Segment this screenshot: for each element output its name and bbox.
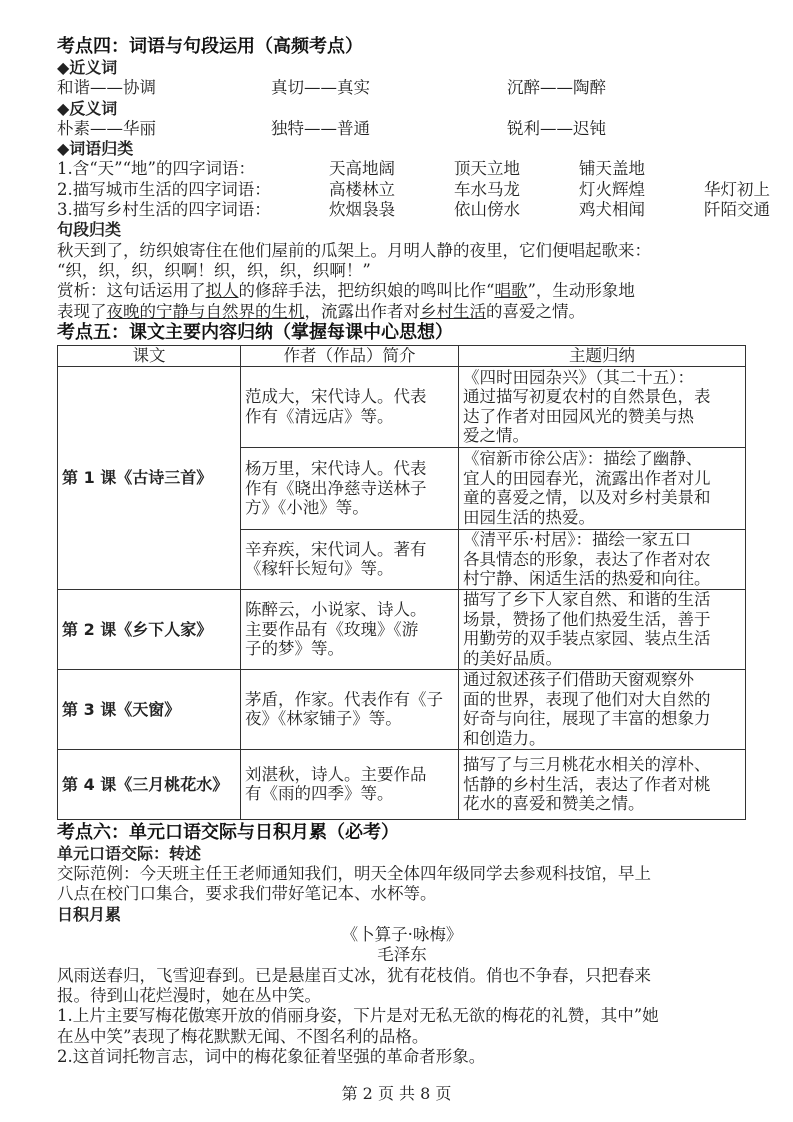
table-row (58, 749, 746, 819)
cell-line: 恬静的乡村生活，表达了作者对桃 (463, 774, 711, 794)
cell-line: 有《雨的四季》等。 (245, 784, 394, 804)
cell-line: 《宿新市徐公店》：描绘了幽静、 (463, 449, 703, 469)
cell-line: 《清平乐·村居》：描绘一家五口 (463, 530, 691, 550)
lesson-summary-table (57, 345, 746, 820)
antonyms-row (57, 119, 747, 139)
underlined-text: 拟人 (205, 281, 239, 301)
cell-line: 场景，赞扬了他们热爱生活，善于 (463, 609, 711, 629)
cell-line: 子的梦》等。 (245, 639, 344, 659)
antonym-pair: 独特——普通 (271, 118, 370, 138)
page-number: 第 2 页 共 8 页 (341, 1084, 452, 1103)
word-classification-heading: ◆词语归类 (57, 139, 134, 159)
idiom: 顶天立地 (454, 159, 520, 179)
section-4-title: 考点四：词语与句段运用（高频考点） (57, 36, 363, 57)
cell-line: 茅盾，作家。代表作有《子 (245, 689, 443, 709)
table-row (58, 669, 746, 749)
cell-line: 通过叙述孩子们借助天窗观察外 (463, 670, 694, 690)
text: ，流露出作者对 (304, 301, 420, 321)
accumulation-heading: 日积月累 (57, 904, 122, 924)
antonyms-heading: ◆反义词 (57, 98, 118, 118)
cell-line: 《稼轩长短句》等。 (245, 559, 394, 579)
column-header: 课文 (58, 345, 241, 366)
oral-communication-heading: 单元口语交际：转述 (57, 843, 202, 863)
synonym-pair: 和谐——协调 (57, 78, 156, 98)
cell-line: 辛弃疾，宋代词人。著有 (245, 539, 427, 559)
table-row (58, 589, 746, 669)
cell-line: 主要作品有《玫瑰》《游 (245, 619, 419, 639)
idiom: 炊烟袅袅 (329, 200, 395, 220)
text: 表现了 (57, 301, 107, 321)
text: 赏析：这句话运用了 (57, 281, 206, 301)
cell-line: 作有《晓出净慈寺送林子 (245, 478, 427, 498)
cell-line: 方》《小池》等。 (245, 498, 369, 518)
table-cell (459, 529, 746, 589)
section-6-title: 考点六：单元口语交际与日积月累（必考） (57, 821, 399, 843)
cell-line: 范成大，宋代诗人。代表 (245, 387, 427, 407)
cell-line: 和创造力。 (463, 728, 546, 748)
antonym-pair: 锐利——迟钝 (507, 118, 606, 138)
idiom: 鸡犬相闻 (579, 200, 645, 220)
antonym-pair: 朴素——华丽 (57, 118, 156, 138)
cell-line: 村宁静、闲适生活的热爱和向往。 (463, 569, 711, 589)
cell-line: 童的喜爱之情，以及对乡村美景和 (463, 488, 711, 508)
underlined-text: 唱歌 (494, 281, 528, 301)
poem-title: 《卜算子·咏梅》 (341, 925, 463, 945)
oral-example-line: 交际范例：今天班主任王老师通知我们，明天全体四年级同学去参观科技馆，早上 (57, 864, 651, 884)
sentence-line: “织，织，织，织啊！织，织，织，织啊！” (57, 260, 371, 280)
poem-line: 报。待到山花烂漫时，她在丛中笑。 (57, 985, 321, 1005)
idiom: 天高地阔 (329, 159, 395, 179)
cell-line: 宜人的田园春光，流露出作者对儿 (463, 468, 711, 488)
idiom: 高楼林立 (329, 179, 395, 199)
cell-line: 陈醉云，小说家、诗人。 (245, 600, 427, 620)
cell-line: 各具情态的形象，表达了作者对农 (463, 549, 711, 569)
cell-line: 通过描写初夏农村的自然景色，表 (463, 387, 711, 407)
note-line: 在丛中笑”表现了梅花默默无闻、不图名利的品格。 (57, 1026, 429, 1046)
classification-label: 1.含“天”“地”的四字词语： (57, 159, 255, 179)
lesson-name: 第 3 课《天窗》 (58, 669, 241, 749)
sentence-line: 秋天到了，纺织娘寄住在他们屋前的瓜架上。月明人静的夜里，它们便唱起歌来： (57, 240, 651, 260)
note-line: 1.上片主要写梅花傲寒开放的俏丽身姿，下片是对无私无欲的梅花的礼赞，其中”她 (57, 1006, 659, 1026)
idiom: 依山傍水 (454, 200, 520, 220)
synonym-pair: 真切——真实 (271, 78, 370, 98)
analysis-line (57, 302, 747, 322)
document-page (57, 36, 770, 1067)
poem-author: 毛泽东 (377, 945, 427, 965)
table-cell (459, 589, 746, 669)
table-cell (459, 447, 746, 529)
cell-line: 花水的喜爱和赞美之情。 (463, 794, 645, 814)
synonyms-heading: ◆近义词 (57, 58, 118, 77)
cell-line: 的美好品质。 (463, 648, 562, 668)
cell-line: 夜》《林家铺子》等。 (245, 709, 402, 729)
idiom: 华灯初上 (704, 179, 770, 199)
synonym-pair: 沉醉——陶醉 (507, 78, 606, 98)
sentence-heading: 句段归类 (57, 220, 122, 240)
classification-label: 3.描写乡村生活的四字词语： (57, 200, 271, 220)
table-cell (459, 366, 746, 447)
table-cell (459, 749, 746, 819)
cell-line: 田园生活的热爱。 (463, 507, 595, 527)
text: ”，生动形象地 (527, 281, 635, 301)
table-cell (241, 669, 459, 749)
cell-line: 描写了乡下人家自然、和谐的生活 (463, 590, 711, 610)
cell-line: 达了作者对田园风光的赞美与热 (463, 406, 694, 426)
idiom: 车水马龙 (454, 179, 520, 199)
cell-line: 面的世界，表现了他们对大自然的 (463, 689, 711, 709)
classification-label: 2.描写城市生活的四字词语： (57, 179, 271, 199)
text: 的喜爱之情。 (486, 301, 585, 321)
text: 的修辞手法，把纺织娘的鸣叫比作“ (238, 281, 495, 301)
table-cell (241, 749, 459, 819)
cell-line: 刘湛秋，诗人。主要作品 (245, 764, 427, 784)
table-row (58, 366, 746, 447)
idiom: 铺天盖地 (579, 159, 645, 179)
table-header-row (58, 345, 746, 366)
column-header: 作者（作品）简介 (241, 345, 459, 366)
classification-row (57, 179, 770, 200)
table-cell (241, 529, 459, 589)
cell-line: 描写了与三月桃花水相关的淳朴、 (463, 755, 711, 775)
table-cell (241, 447, 459, 529)
lesson-name: 第 1 课《古诗三首》 (58, 366, 241, 589)
analysis-line (57, 281, 747, 301)
table-cell (241, 366, 459, 447)
cell-line: 好奇与向往，展现了丰富的想象力 (463, 709, 711, 729)
cell-line: 用勤劳的双手装点家园、装点生活 (463, 629, 711, 649)
lesson-name: 第 2 课《乡下人家》 (58, 589, 241, 669)
cell-line: 爱之情。 (463, 426, 529, 446)
column-header: 主题归纳 (459, 345, 746, 366)
classification-row (57, 200, 770, 220)
lesson-name: 第 4 课《三月桃花水》 (58, 749, 241, 819)
underlined-text: 夜晚的宁静与自然界的生机 (106, 301, 305, 321)
section-5-title: 考点五：课文主要内容归纳（掌握每课中心思想） (57, 321, 453, 343)
underlined-text: 乡村生活 (420, 301, 486, 321)
cell-line: 《四时田园杂兴》（其二十五）： (463, 367, 694, 387)
note-line: 2.这首词托物言志，词中的梅花象征着坚强的革命者形象。 (57, 1046, 486, 1066)
idiom: 阡陌交通 (704, 200, 770, 220)
table-cell (241, 589, 459, 669)
synonyms-row (57, 78, 747, 98)
cell-line: 作有《清远店》等。 (245, 406, 394, 426)
cell-line: 杨万里，宋代诗人。代表 (245, 459, 427, 479)
idiom: 灯火辉煌 (579, 179, 645, 199)
table-cell (459, 669, 746, 749)
classification-row (57, 159, 747, 179)
oral-example-line: 八点在校门口集合，要求我们带好笔记本、水杯等。 (57, 884, 437, 904)
poem-line: 风雨送春归，飞雪迎春到。已是悬崖百丈冰，犹有花枝俏。俏也不争春，只把春来 (57, 965, 651, 985)
